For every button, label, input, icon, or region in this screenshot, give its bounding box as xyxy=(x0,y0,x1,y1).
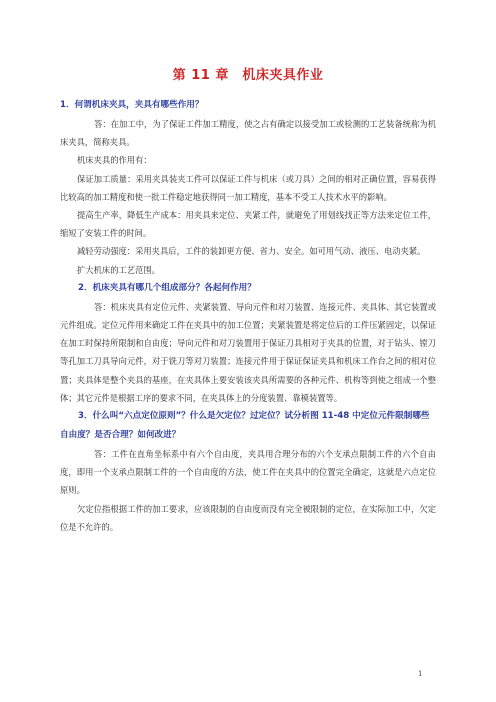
answer-1-role-labor: 减轻劳动强度：采用夹具后，工件的装卸更方便、省力、安全。如可用气动、液压、电动夹紧。 xyxy=(77,246,426,257)
answer-2: 答：机床夹具有定位元件、夹紧装置、导向元件和对刀装置、连接元件、夹具体、其它装置或元件组成。定位元件用来确定工件在夹具中的加工位置；夹紧装置是将定位后的工件压紧固定，以保证在加工时保持所限制和自由度；导向元件和对刀装置用于保证刀具相对于夹具的位置，对于钻头、镗刀等孔加工刀具导向元件，对于铣刀等对刀装置；连接元件用于保证保证夹具和机床工作台之间的相对位置；夹具体是整个夹具的基座，在夹具体上要安装该夹具所需要的各种元件、机构等到使之组成一个整体；其它元件是根据工序的要求不同，在夹具体上的分度装置、靠模装置等。 xyxy=(60,301,436,403)
question-2: 2．机床夹具有哪几个组成部分？各起何作用？ xyxy=(78,282,256,293)
question-1: 1．何谓机床夹具，夹具有哪些作用？ xyxy=(60,100,204,110)
answer-1-roles-heading: 机床夹具的作用有： xyxy=(77,155,152,166)
chapter-title: 第 11 章 机床夹具作业 xyxy=(172,68,324,83)
answer-1: 答：在加工中，为了保证工件加工精度，使之占有确定以接受加工或检测的工艺装备统称为机床夹具，简称夹具。 xyxy=(60,119,436,148)
answer-1-role-productivity: 提高生产率，降低生产成本：用夹具来定位、夹紧工件，就避免了用划线找正等方法来定位工件，缩短了安装工件的时间。 xyxy=(60,210,436,239)
answer-1-role-range: 扩大机床的工艺范围。 xyxy=(77,264,160,275)
answer-3: 答：工件在直角坐标系中有六个自由度，夹具用合理分布的六个支承点限制工件的六个自由度，即用一个支承点限制工件的一个自由度的方法，使工件在夹具中的位置完全确定，这就是六点定位原则。 xyxy=(60,449,436,496)
question-3: 3．什么叫“六点定位原则”？什么是欠定位？过定位？试分析图 11-48 中定位元件限制哪些自由度？是否合理？如何改进？ xyxy=(60,411,430,441)
answer-3-underpositioning: 欠定位指根据工件的加工要求，应该限制的自由度而没有完全被限制的定位，在实际加工中，欠定位是不允许的。 xyxy=(60,503,436,532)
document-body xyxy=(60,96,436,536)
page-number: 1 xyxy=(418,670,423,678)
answer-1-role-quality: 保证加工质量：采用夹具装夹工件可以保证工件与机床（或刀具）之间的相对正确位置，容易获得比较高的加工精度和使一批工件稳定地获得同一加工精度，基本不受工人技术水平的影响。 xyxy=(60,173,436,202)
